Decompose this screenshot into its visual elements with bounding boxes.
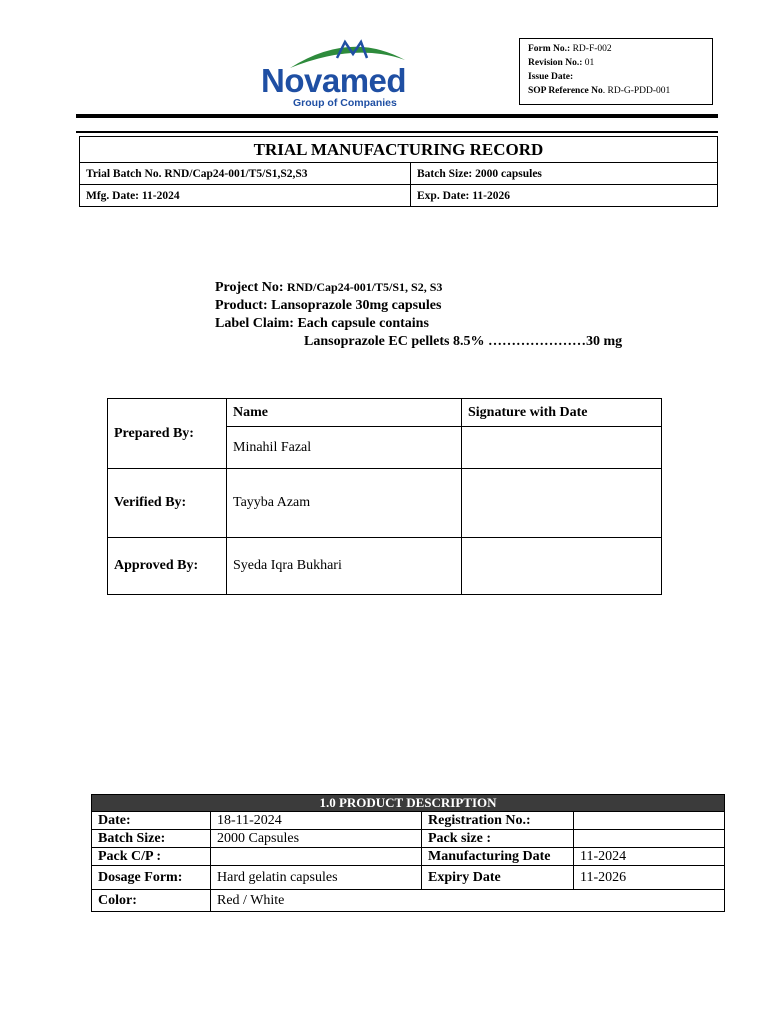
date-label: Date: [92, 812, 211, 830]
claim-detail-line: Lansoprazole EC pellets 8.5% …………………30 mg [304, 334, 623, 349]
record-title: TRIAL MANUFACTURING RECORD [80, 137, 718, 163]
color-value: Red / White [211, 890, 725, 912]
approved-by-name: Syeda Iqra Bukhari [227, 538, 462, 595]
pack-size-value [574, 830, 725, 848]
logo-brand: Novamed [261, 62, 407, 99]
sop-line: SOP Reference No. RD-G-PDD-001 [528, 86, 671, 96]
project-line: Project No: RND/Cap24-001/T5/S1, S2, S3 [215, 280, 443, 295]
registration-label: Registration No.: [422, 812, 574, 830]
verified-by-label: Verified By: [108, 469, 227, 538]
revision-line: Revision No.: 01 [528, 58, 595, 68]
trial-batch-cell: Trial Batch No. RND/Cap24-001/T5/S1,S2,S3 [80, 163, 411, 185]
form-info-box [519, 38, 713, 105]
exp-date-cell: Exp. Date: 11-2026 [411, 185, 718, 207]
batch-size-label: Batch Size: [92, 830, 211, 848]
label-claim-line: Label Claim: Each capsule contains [215, 316, 429, 331]
issue-date-line: Issue Date: [528, 72, 574, 82]
approved-by-signature [462, 538, 662, 595]
product-description-table [91, 794, 725, 912]
header-rule-thin [76, 131, 718, 133]
color-label: Color: [92, 890, 211, 912]
project-block [215, 278, 622, 351]
signature-table [107, 398, 662, 595]
prepared-by-name: Minahil Fazal [227, 427, 462, 469]
header-rule [76, 114, 718, 118]
dosage-form-value: Hard gelatin capsules [211, 866, 422, 890]
pack-cp-value [211, 848, 422, 866]
batch-size-value: 2000 Capsules [211, 830, 422, 848]
dosage-form-label: Dosage Form: [92, 866, 211, 890]
prepared-by-signature [462, 427, 662, 469]
name-header: Name [227, 399, 462, 427]
manufacturing-date-label: Manufacturing Date [422, 848, 574, 866]
pack-size-label: Pack size : [422, 830, 574, 848]
approved-by-label: Approved By: [108, 538, 227, 595]
mfg-date-cell: Mfg. Date: 11-2024 [80, 185, 411, 207]
product-line: Product: Lansoprazole 30mg capsules [215, 298, 442, 313]
record-header-table [79, 136, 718, 207]
verified-by-name: Tayyba Azam [227, 469, 462, 538]
verified-by-signature [462, 469, 662, 538]
registration-value [574, 812, 725, 830]
company-logo [255, 38, 455, 112]
signature-header: Signature with Date [462, 399, 662, 427]
date-value: 18-11-2024 [211, 812, 422, 830]
batch-size-cell: Batch Size: 2000 capsules [411, 163, 718, 185]
manufacturing-date-value: 11-2024 [574, 848, 725, 866]
expiry-date-label: Expiry Date [422, 866, 574, 890]
product-description-heading: 1.0 PRODUCT DESCRIPTION [92, 795, 725, 812]
expiry-date-value: 11-2026 [574, 866, 725, 890]
logo-tagline: Group of Companies [293, 97, 397, 109]
pack-cp-label: Pack C/P : [92, 848, 211, 866]
form-no-line: Form No.: RD-F-002 [528, 44, 612, 54]
prepared-by-label: Prepared By: [108, 399, 227, 469]
